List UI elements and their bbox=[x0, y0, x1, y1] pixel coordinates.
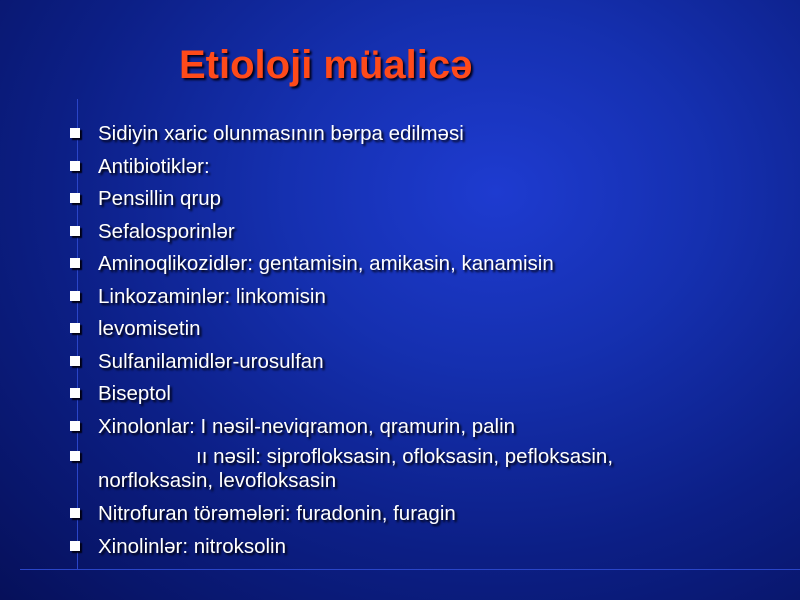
bullet-text: Sulfanilamidlər-urosulfan bbox=[98, 349, 324, 373]
bullet-item bbox=[68, 248, 613, 281]
square-bullet-icon bbox=[70, 541, 80, 551]
bullet-text: levomisetin bbox=[98, 317, 201, 340]
bullet-text: Xinolinlər: nitroksolin bbox=[98, 534, 287, 558]
bottom-rule-line bbox=[20, 569, 800, 570]
bullet-item bbox=[68, 443, 613, 498]
bullet-text: Xinolonlar: I nəsil-neviqramon, qramurin, palin bbox=[98, 414, 516, 438]
bullet-text: Aminoqlikozidlər: gentamisin, amikasin, kanamisin bbox=[98, 252, 554, 275]
bullet-text-line-2: norfloksasin, levofloksasin bbox=[98, 469, 337, 492]
bullet-item bbox=[68, 313, 613, 346]
bullet-item bbox=[68, 183, 613, 216]
bullet-text: Antibiotiklər: bbox=[98, 154, 210, 178]
bullet-text: Nitrofuran törəmələri: furadonin, furagin bbox=[98, 502, 456, 525]
bullet-item bbox=[68, 531, 613, 564]
bullet-text: Biseptol bbox=[98, 382, 171, 405]
bullet-text: Sidiyin xaric olunmasının bərpa edilməsi bbox=[98, 122, 464, 145]
square-bullet-icon bbox=[70, 193, 80, 203]
square-bullet-icon bbox=[70, 451, 80, 461]
square-bullet-icon bbox=[70, 356, 80, 366]
square-bullet-icon bbox=[70, 323, 80, 333]
bullet-text-line-1: ıı nəsil: siprofloksasin, ofloksasin, pefloksasin, bbox=[196, 445, 614, 468]
square-bullet-icon bbox=[70, 421, 80, 431]
bullet-item bbox=[68, 411, 613, 444]
square-bullet-icon bbox=[70, 291, 80, 301]
bullet-item bbox=[68, 346, 613, 379]
bullet-item bbox=[68, 498, 613, 531]
bullet-item bbox=[68, 118, 613, 151]
square-bullet-icon bbox=[70, 128, 80, 138]
square-bullet-icon bbox=[70, 161, 80, 171]
bullet-text: Linkozaminlər: linkomisin bbox=[98, 284, 326, 308]
bullet-text: Pensillin qrup bbox=[98, 187, 222, 210]
bullet-item bbox=[68, 378, 613, 411]
bullet-item bbox=[68, 216, 613, 249]
square-bullet-icon bbox=[70, 508, 80, 518]
bullet-list bbox=[68, 118, 613, 563]
bullet-item bbox=[68, 151, 613, 184]
square-bullet-icon bbox=[70, 258, 80, 268]
square-bullet-icon bbox=[70, 388, 80, 398]
slide-title: Etioloji müalicə bbox=[179, 43, 473, 87]
bullet-item bbox=[68, 281, 613, 314]
bullet-text: Sefalosporinlər bbox=[98, 219, 235, 243]
square-bullet-icon bbox=[70, 226, 80, 236]
